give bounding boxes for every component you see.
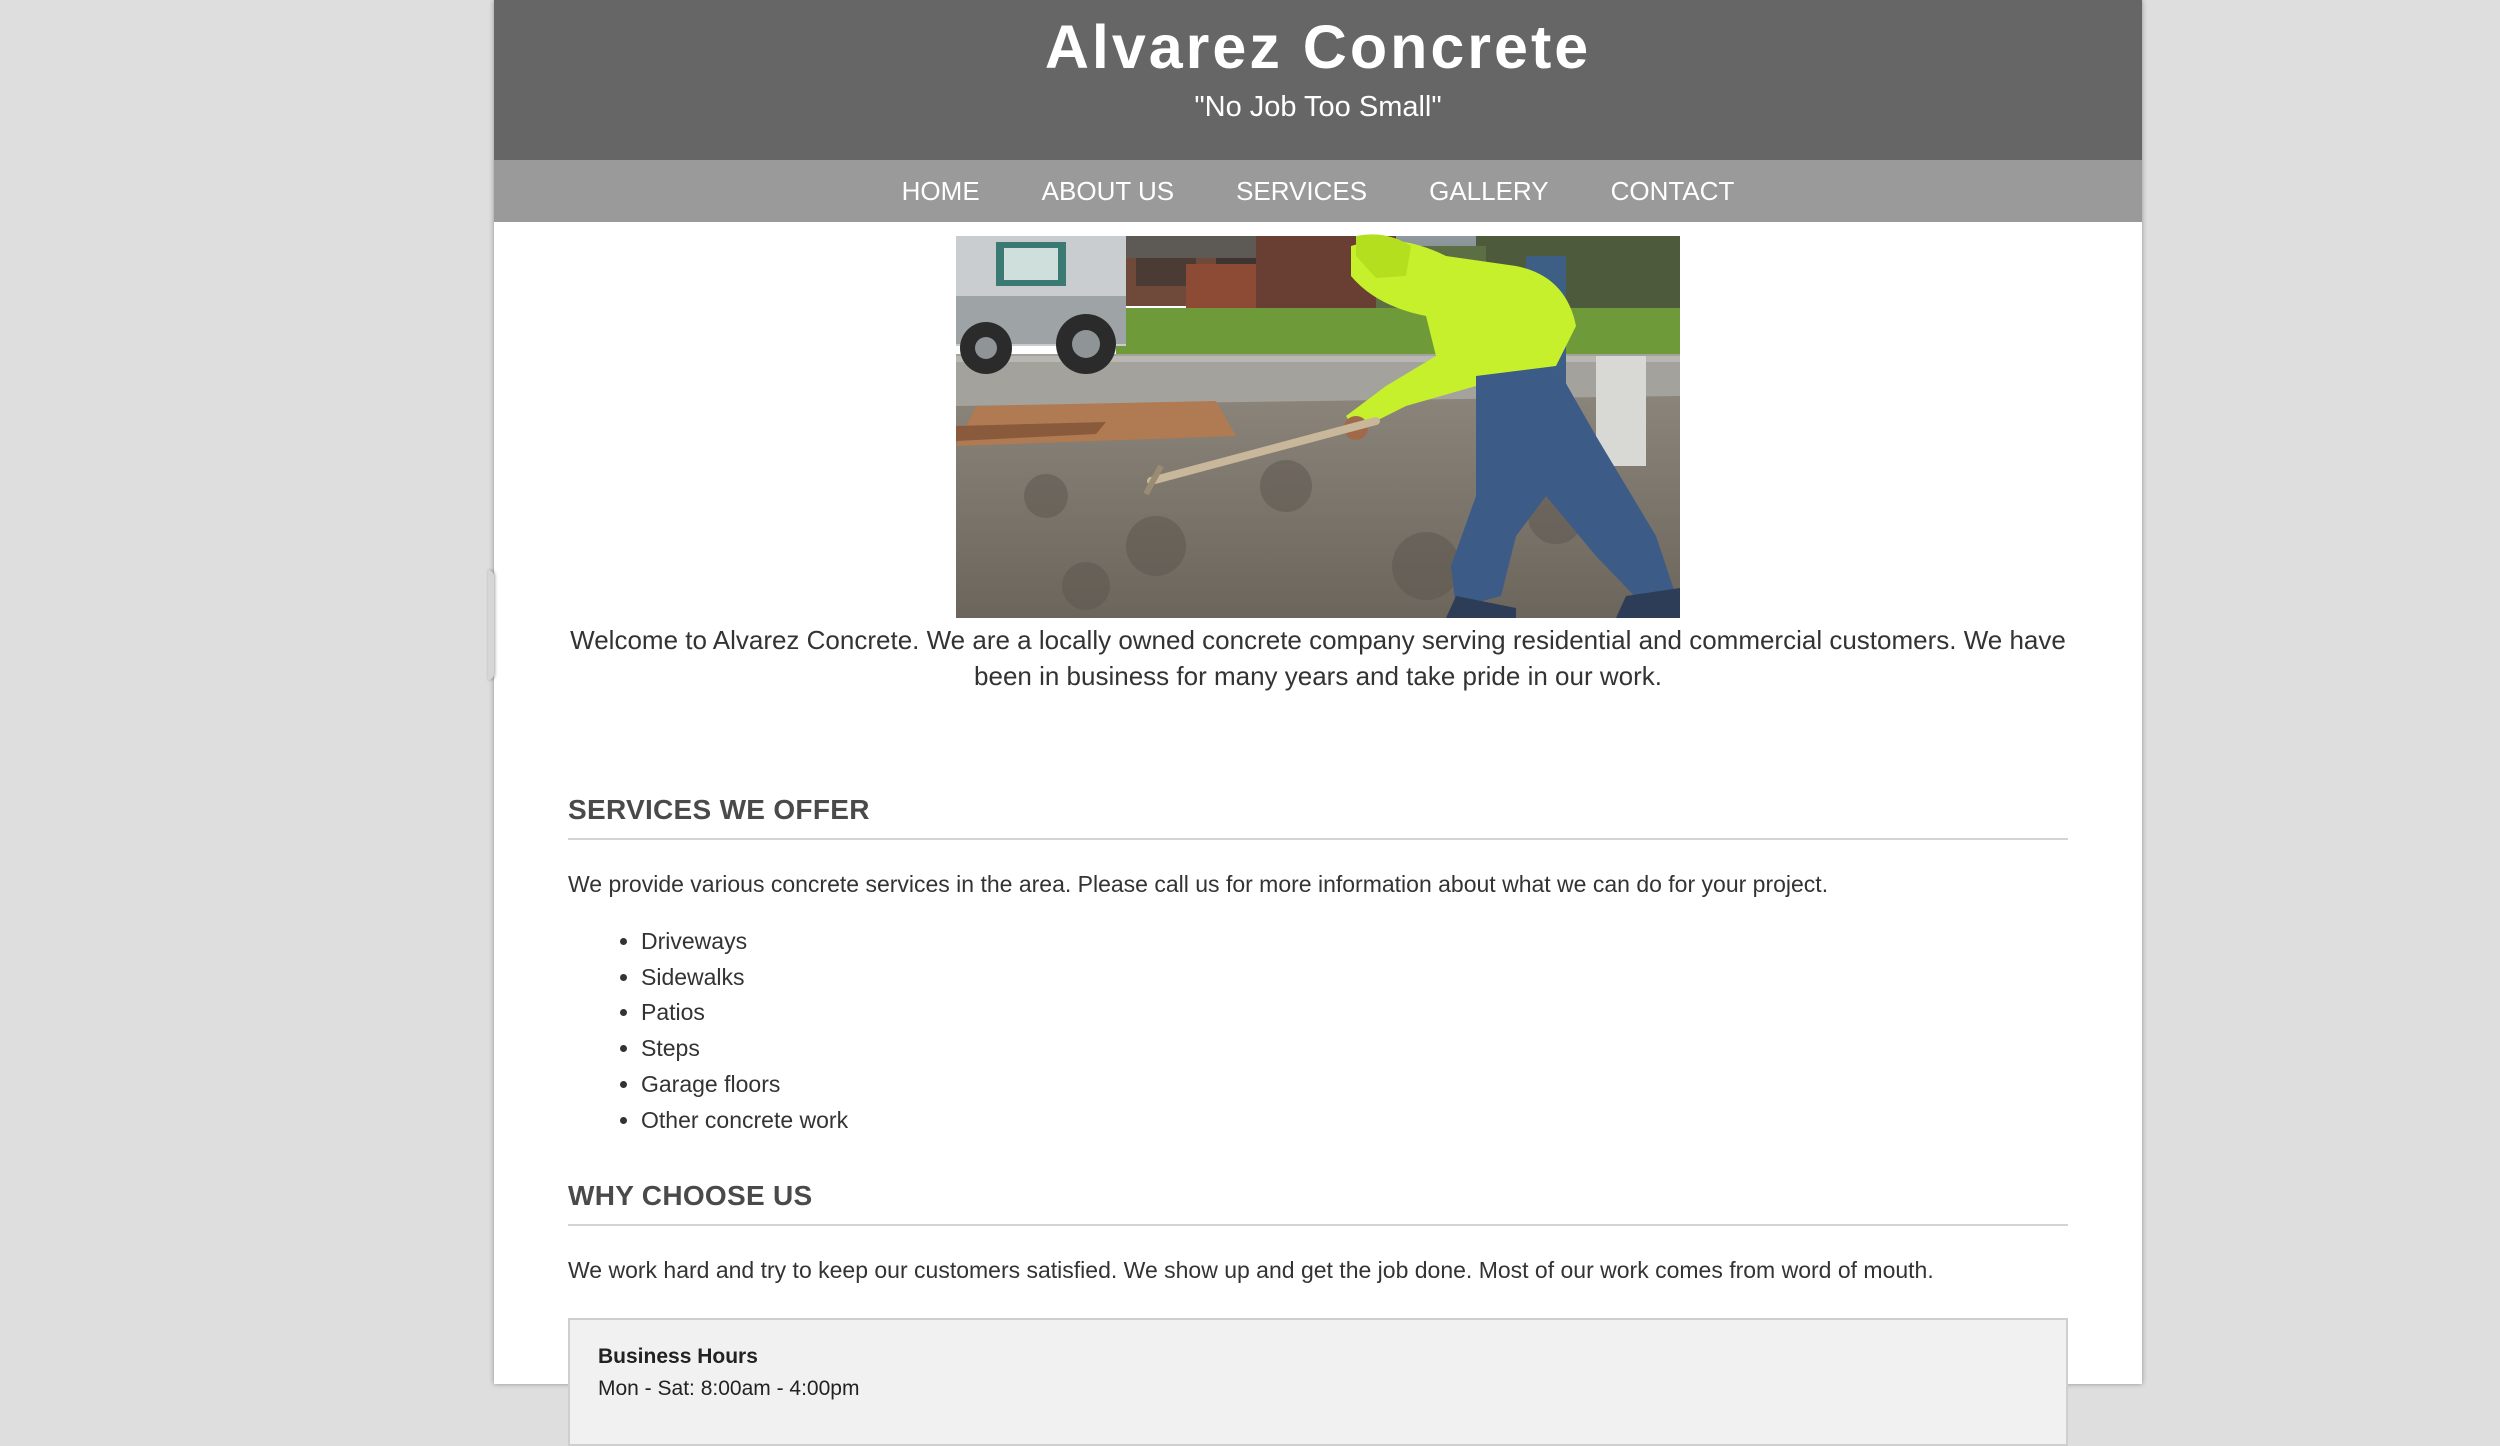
list-item: • Patios bbox=[641, 995, 2068, 1031]
nav-item-gallery[interactable]: GALLERY bbox=[1429, 176, 1549, 206]
why-choose-us-section bbox=[568, 1180, 2068, 1284]
nav-item-services[interactable]: SERVICES bbox=[1236, 176, 1368, 206]
nav-item-home[interactable]: HOME bbox=[901, 176, 980, 206]
list-item: • Driveways bbox=[641, 924, 2068, 960]
side-tab-handle[interactable] bbox=[488, 570, 494, 680]
hours-line: Mon - Sat: 8:00am - 4:00pm bbox=[598, 1377, 860, 1401]
hours-title: Business Hours bbox=[598, 1345, 758, 1369]
site-header bbox=[494, 0, 2142, 160]
services-heading: SERVICES WE OFFER bbox=[568, 794, 2068, 840]
welcome-text: Welcome to Alvarez Concrete. We are a locally owned concrete company serving residential and commercial customers. We have been in business for many years and take pride in our work. bbox=[570, 625, 2066, 691]
site-title: Alvarez Concrete bbox=[1044, 13, 1592, 81]
why-text: We work hard and try to keep our customers satisfied. We show up and get the job done. Most of our work comes from word of mouth. bbox=[568, 1257, 1934, 1284]
list-item: • Steps bbox=[641, 1031, 2068, 1067]
list-item: • Garage floors bbox=[641, 1067, 2068, 1103]
nav-item-about-us[interactable]: ABOUT US bbox=[1041, 176, 1175, 206]
nav-item-contact[interactable]: CONTACT bbox=[1610, 176, 1735, 206]
services-intro: We provide various concrete services in the area. Please call us for more information about what we can do for your project. bbox=[568, 871, 1829, 897]
concrete-worker-photo bbox=[956, 236, 1680, 618]
services-section bbox=[568, 794, 2068, 1138]
hero-image bbox=[956, 236, 1680, 618]
why-heading: WHY CHOOSE US bbox=[568, 1180, 2068, 1226]
list-item: • Sidewalks bbox=[641, 960, 2068, 996]
services-list bbox=[568, 924, 2068, 1138]
business-hours-box bbox=[568, 1318, 2068, 1446]
page-container bbox=[494, 0, 2142, 1401]
list-item: • Other concrete work bbox=[641, 1103, 2068, 1139]
site-tagline: "No Job Too Small" bbox=[1194, 91, 1442, 123]
main-nav bbox=[494, 160, 2142, 222]
